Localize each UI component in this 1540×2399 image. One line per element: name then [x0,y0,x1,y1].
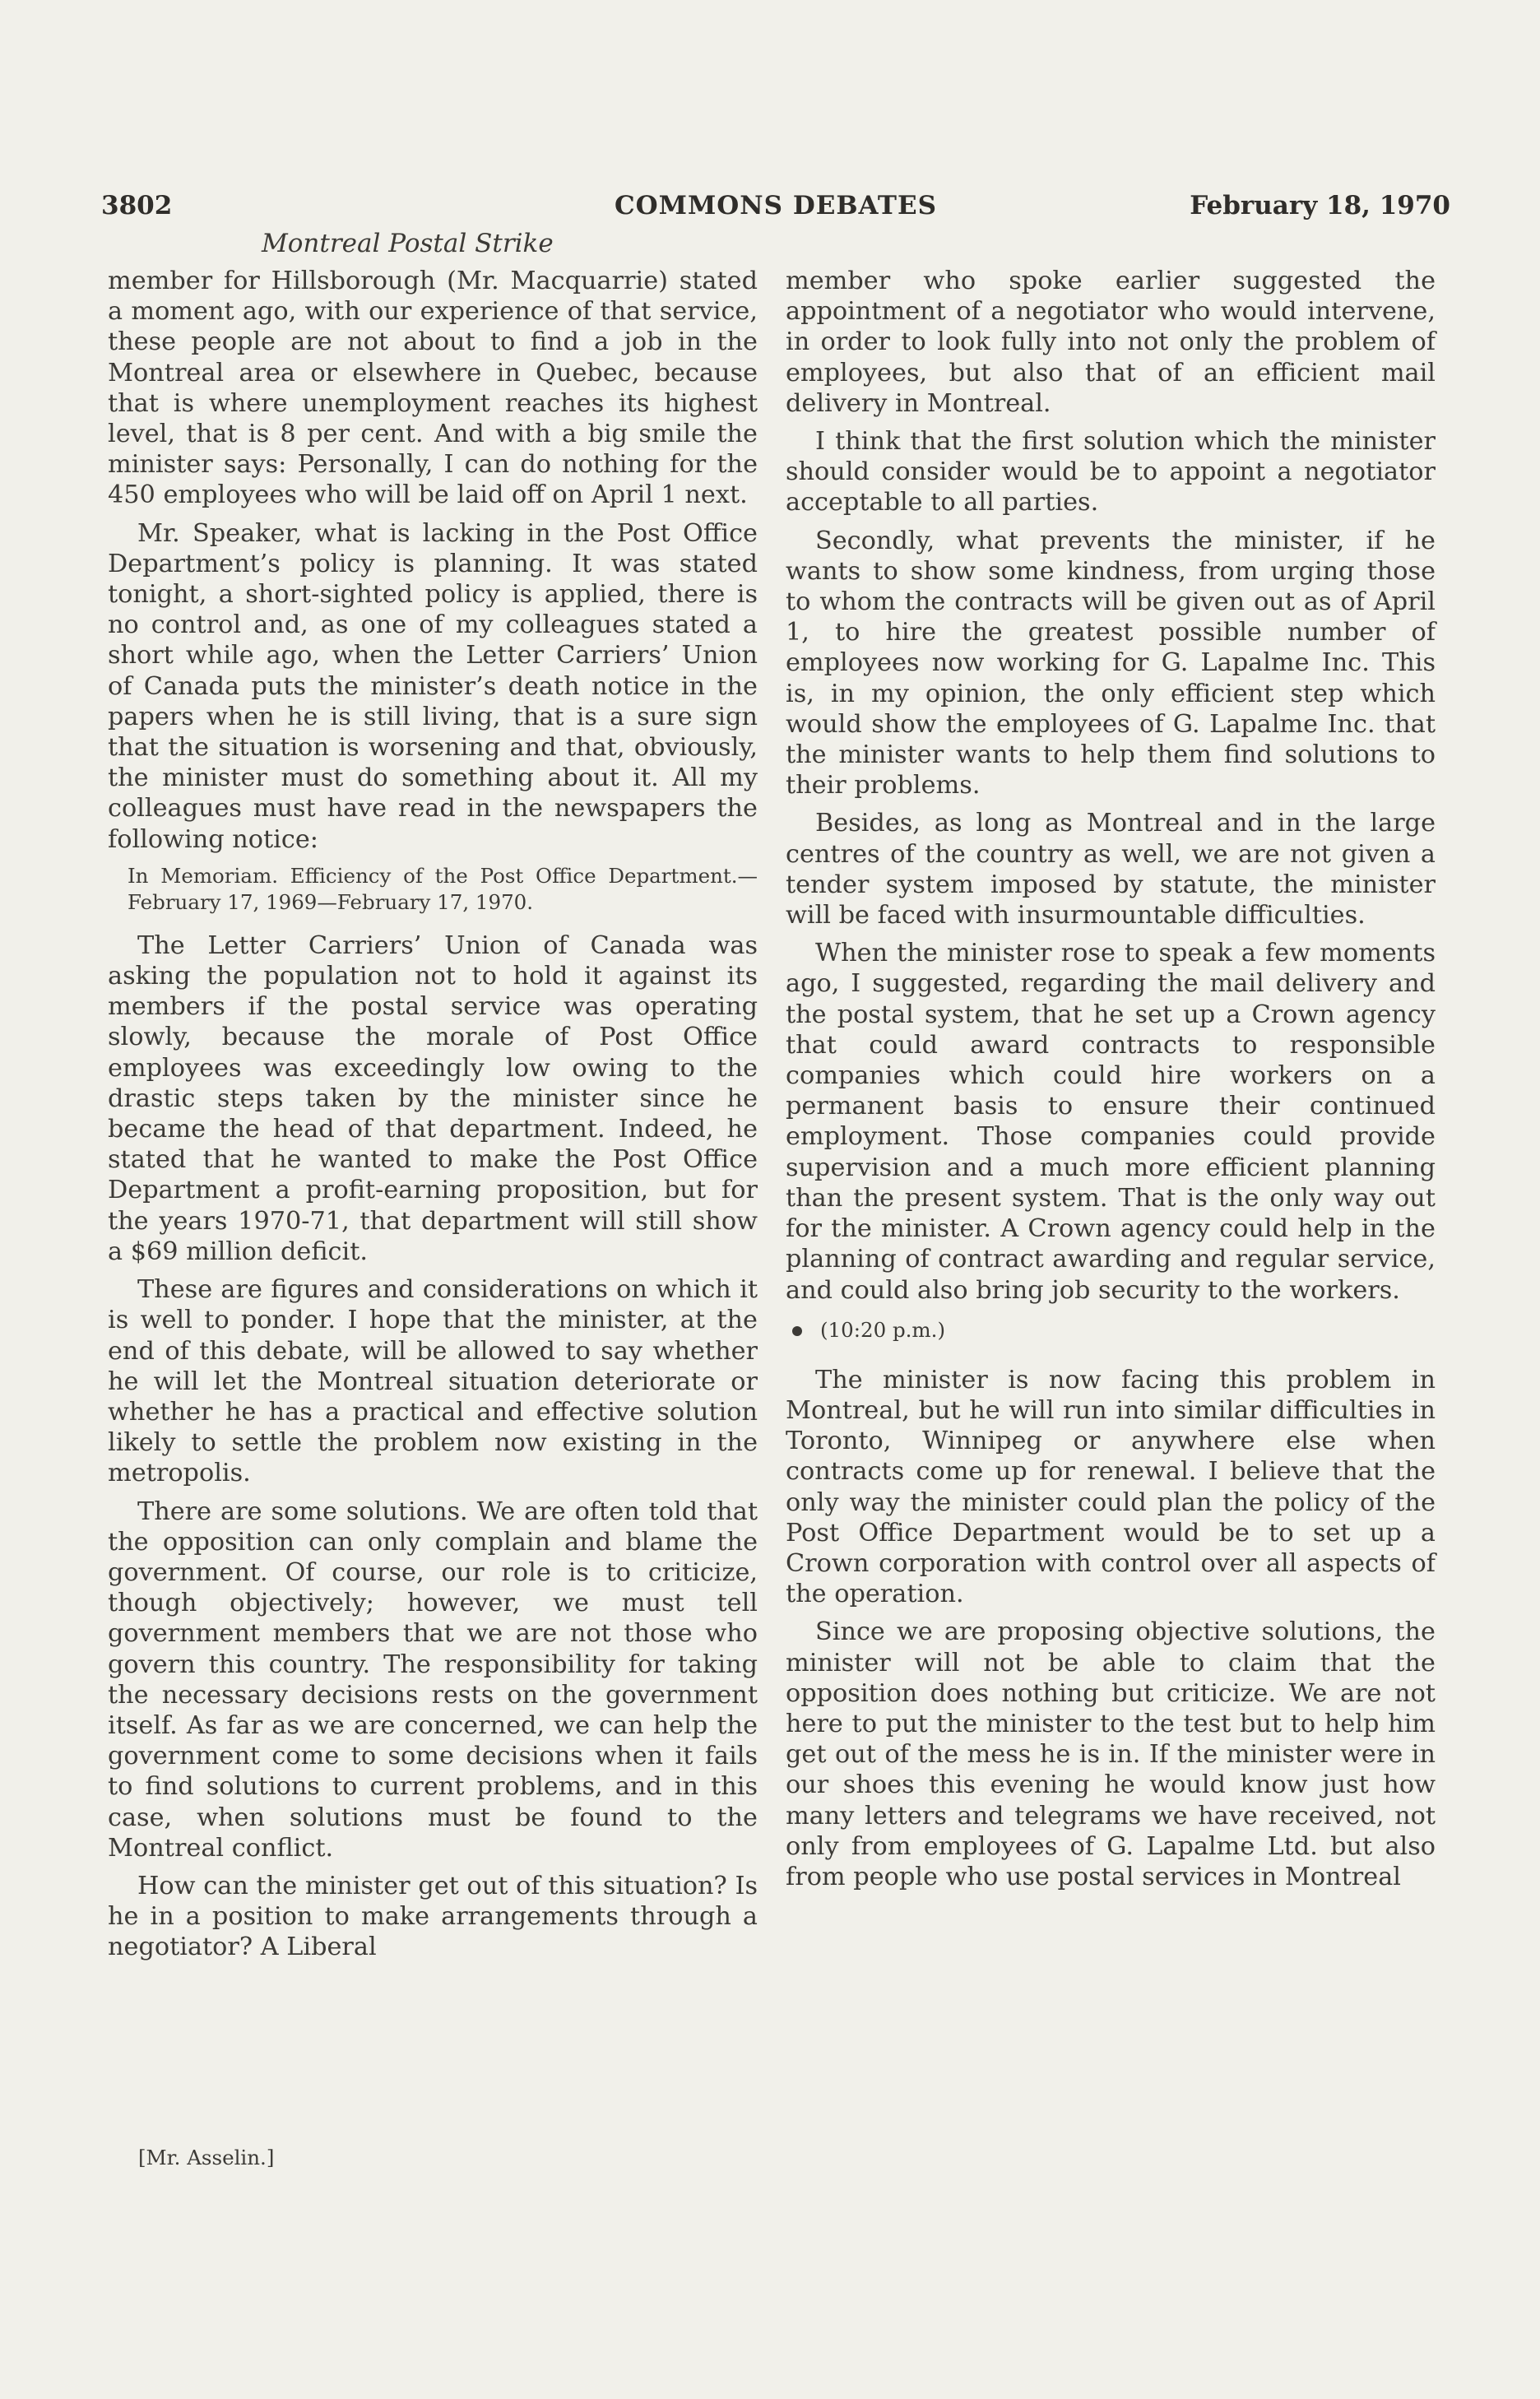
page-header [101,191,1450,227]
paragraph: member for Hillsborough (Mr. Macquarrie) stated a moment ago, with our experience of that service, these people are not about to find a job in the Montreal area or elsewhere in Quebec, because that is where unemployment reaches its highest level, that is 8 per cent. And with a big smile the minister says: Personally, I can do nothing for the 450 employees who will be laid off on April 1 next. [108,267,758,510]
time-marker-text: (10:20 p.m.) [820,1317,946,1342]
paragraph: These are figures and considerations on which it is well to ponder. I hope that the minister, at the end of this debate, will be allowed to say whether he will let the Montreal situation deteriorate or whether he has a practical and effective solution likely to settle the problem now existing in the metropolis. [108,1275,758,1488]
left-column [108,266,758,1970]
paragraph: Secondly, what prevents the minister, if he wants to show some kindness, from urging those to whom the contracts will be given out as of April 1, to hire the greatest possible number of employees now working for G. Lapalme Inc. This is, in my opinion, the only efficient step which would show the employees of G. Lapalme Inc. that the minister wants to help them find solutions to their problems. [786,526,1436,800]
paragraph: When the minister rose to speak a few moments ago, I suggested, regarding the mail delivery and the postal system, that he set up a Crown agency that could award contracts to responsible companies which could hire workers on a permanent basis to ensure their continued employment. Those companies could provide supervision and a much more efficient planning than the present system. That is the only way out for the minister. A Crown agency could help in the planning of contract awarding and regular service, and could also bring job security to the workers. [786,939,1436,1305]
paragraph: How can the minister get out of this situation? Is he in a position to make arrangements through a negotiator? A Liberal [108,1871,758,1962]
paragraph: member who spoke earlier suggested the appointment of a negotiator who would intervene, in order to look fully into not only the problem of employees, but also that of an efficient mail delivery in Montreal. [786,267,1436,418]
right-column [786,266,1436,1900]
publication-date: February 18, 1970 [1190,191,1450,220]
paragraph: I think that the first solution which the minister should consider would be to appoint a negotiator acceptable to all parties. [786,427,1436,517]
paragraph: The minister is now facing this problem in Montreal, but he will run into similar difficulties in Toronto, Winnipeg or anywhere else when contracts come up for renewal. I believe that the only way the minister could plan the policy of the Post Office Department would be to set up a Crown corporation with control over all aspects of the operation. [786,1365,1436,1609]
paragraph: Besides, as long as Montreal and in the large centres of the country as well, we are not given a tender system imposed by statute, the minister will be faced with insurmountable difficulties. [786,809,1436,930]
paragraph: Mr. Speaker, what is lacking in the Post Office Department’s policy is planning. It was stated tonight, a short-sighted policy is applied, there is no control and, as one of my colleagues stated a short while ago, when the Letter Carriers’ Union of Canada puts the minister’s death notice in the papers when he is still living, that is a sure sign that the situation is worsening and that, obviously, the minister must do something about it. All my colleagues must have read in the newspapers the following notice: [108,518,758,854]
section-subheading: Montreal Postal Strike [262,229,554,258]
paragraph: The Letter Carriers’ Union of Canada was asking the population not to hold it against its members if the postal service was operating slowly, because the morale of Post Office employees was exceedingly low owing to the drastic steps taken by the minister since he became the head of that department. Indeed, he stated that he wanted to make the Post Office Department a profit-earning proposition, but for the years 1970-71, that department will still show a $69 million deficit. [108,930,758,1266]
publication-title: COMMONS DEBATES [615,191,937,220]
time-marker [792,1317,1436,1343]
paragraph: There are some solutions. We are often told that the opposition can only complain and blame the government. Of course, our role is to criticize, though objectively; however, we must tell government members that we are not those who govern this country. The responsibility for taking the necessary decisions rests on the government itself. As far as we are concerned, we can help the government come to some decisions when it fails to find solutions to current problems, and in this case, when solutions must be found to the Montreal conflict. [108,1496,758,1863]
quoted-notice: In Memoriam. Efficiency of the Post Office Department.—February 17, 1969—February 17, 1970. [128,863,758,914]
paragraph: Since we are proposing objective solutions, the minister will not be able to claim that the opposition does nothing but criticize. We are not here to put the minister to the test but to help him get out of the mess he is in. If the minister were in our shoes this evening he would know just how many letters and telegrams we have received, not only from employees of G. Lapalme Ltd. but also from people who use postal services in Montreal [786,1617,1436,1891]
page-number: 3802 [101,191,173,220]
speaker-attribution: [Mr. Asselin.] [138,2146,275,2169]
bullet-icon [792,1326,802,1336]
